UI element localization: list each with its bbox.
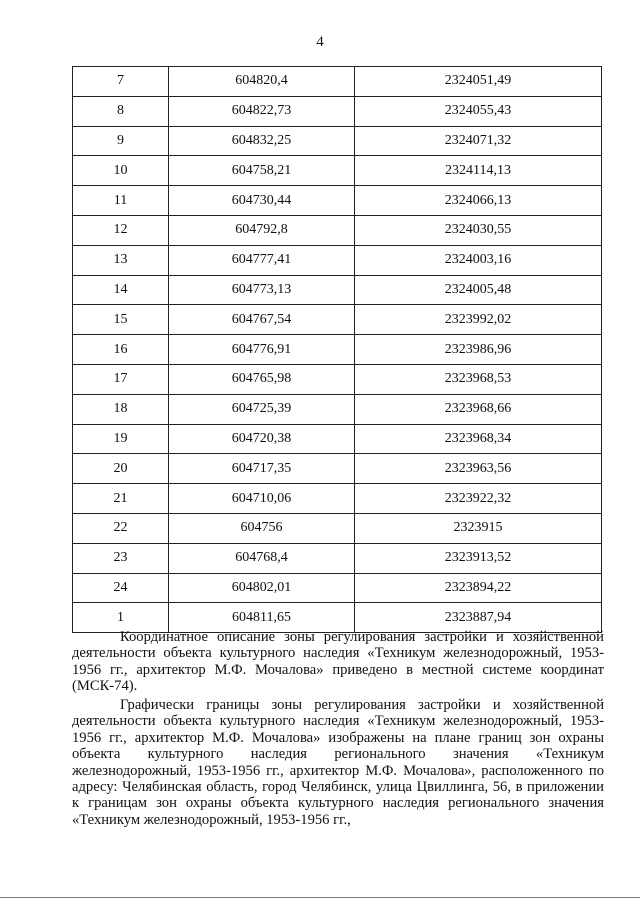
point-number-cell: 13: [73, 245, 169, 275]
point-number-cell: 9: [73, 126, 169, 156]
point-number-cell: 18: [73, 394, 169, 424]
y-coordinate-cell: 2324030,55: [355, 215, 602, 245]
y-coordinate-cell: 2323894,22: [355, 573, 602, 603]
point-number-cell: 14: [73, 275, 169, 305]
y-coordinate-cell: 2323992,02: [355, 305, 602, 335]
x-coordinate-cell: 604756: [169, 513, 355, 543]
table-row: [73, 67, 602, 97]
coordinates-table-body: [73, 67, 602, 633]
point-number-cell: 19: [73, 424, 169, 454]
x-coordinate-cell: 604773,13: [169, 275, 355, 305]
page-bottom-edge: [0, 897, 640, 898]
x-coordinate-cell: 604730,44: [169, 186, 355, 216]
point-number-cell: 23: [73, 543, 169, 573]
table-row: [73, 156, 602, 186]
point-number-cell: 15: [73, 305, 169, 335]
x-coordinate-cell: 604802,01: [169, 573, 355, 603]
point-number-cell: 20: [73, 454, 169, 484]
x-coordinate-cell: 604720,38: [169, 424, 355, 454]
point-number-cell: 12: [73, 215, 169, 245]
paragraph-graphic-boundaries: [72, 697, 604, 828]
x-coordinate-cell: 604776,91: [169, 335, 355, 365]
y-coordinate-cell: 2323915: [355, 513, 602, 543]
table-row: [73, 126, 602, 156]
x-coordinate-cell: 604811,65: [169, 603, 355, 633]
y-coordinate-cell: 2323887,94: [355, 603, 602, 633]
y-coordinate-cell: 2323922,32: [355, 484, 602, 514]
paragraph-text: Графически границы зоны регулирования застройки и хозяйственной деятельности объекта культурного наследия «Техникум железнодорожный, 1953-1956 гг., архитектор М.Ф. Мочалова» изображены на плане границ зон охраны объекта культурного наследия регионального значения «Техникум железнодорожный, 1953-1956 гг., архитектор М.Ф. Мочалова», расположенного по адресу: Челябинская область, город Челябинск, улица Цвиллинга, 56, в приложении к границам зон охраны объекта культурного наследия регионального значения «Техникум железнодорожный, 1953-1956 гг.,: [72, 697, 604, 828]
point-number-cell: 24: [73, 573, 169, 603]
table-row: [73, 186, 602, 216]
y-coordinate-cell: 2323968,66: [355, 394, 602, 424]
y-coordinate-cell: 2324114,13: [355, 156, 602, 186]
point-number-cell: 21: [73, 484, 169, 514]
table-row: [73, 484, 602, 514]
point-number-cell: 7: [73, 67, 169, 97]
x-coordinate-cell: 604768,4: [169, 543, 355, 573]
paragraph-text: Координатное описание зоны регулирования застройки и хозяйственной деятельности объекта культурного наследия «Техникум железнодорожный, 1953-1956 гг., архитектор М.Ф. Мочалова» приведено в местной системе координат (МСК-74).: [72, 629, 604, 695]
table-row: [73, 335, 602, 365]
table-row: [73, 305, 602, 335]
page-number: 4: [316, 34, 324, 50]
x-coordinate-cell: 604767,54: [169, 305, 355, 335]
y-coordinate-cell: 2324055,43: [355, 96, 602, 126]
x-coordinate-cell: 604725,39: [169, 394, 355, 424]
x-coordinate-cell: 604710,06: [169, 484, 355, 514]
point-number-cell: 22: [73, 513, 169, 543]
table-row: [73, 424, 602, 454]
y-coordinate-cell: 2324005,48: [355, 275, 602, 305]
point-number-cell: 17: [73, 364, 169, 394]
table-row: [73, 394, 602, 424]
y-coordinate-cell: 2323968,53: [355, 364, 602, 394]
point-number-cell: 11: [73, 186, 169, 216]
y-coordinate-cell: 2323913,52: [355, 543, 602, 573]
table-row: [73, 573, 602, 603]
table-row: [73, 543, 602, 573]
table-row: [73, 513, 602, 543]
point-number-cell: 1: [73, 603, 169, 633]
table-row: [73, 215, 602, 245]
x-coordinate-cell: 604832,25: [169, 126, 355, 156]
point-number-cell: 10: [73, 156, 169, 186]
x-coordinate-cell: 604777,41: [169, 245, 355, 275]
point-number-cell: 8: [73, 96, 169, 126]
y-coordinate-cell: 2324066,13: [355, 186, 602, 216]
x-coordinate-cell: 604820,4: [169, 67, 355, 97]
y-coordinate-cell: 2323986,96: [355, 335, 602, 365]
table-row: [73, 275, 602, 305]
table-row: [73, 364, 602, 394]
point-number-cell: 16: [73, 335, 169, 365]
table-row: [73, 245, 602, 275]
y-coordinate-cell: 2323963,56: [355, 454, 602, 484]
x-coordinate-cell: 604717,35: [169, 454, 355, 484]
table-row: [73, 96, 602, 126]
x-coordinate-cell: 604792,8: [169, 215, 355, 245]
coordinates-table: [72, 66, 602, 633]
y-coordinate-cell: 2323968,34: [355, 424, 602, 454]
x-coordinate-cell: 604822,73: [169, 96, 355, 126]
y-coordinate-cell: 2324071,32: [355, 126, 602, 156]
y-coordinate-cell: 2324003,16: [355, 245, 602, 275]
y-coordinate-cell: 2324051,49: [355, 67, 602, 97]
x-coordinate-cell: 604765,98: [169, 364, 355, 394]
table-row: [73, 454, 602, 484]
paragraph-coordinate-description: [72, 629, 604, 695]
x-coordinate-cell: 604758,21: [169, 156, 355, 186]
